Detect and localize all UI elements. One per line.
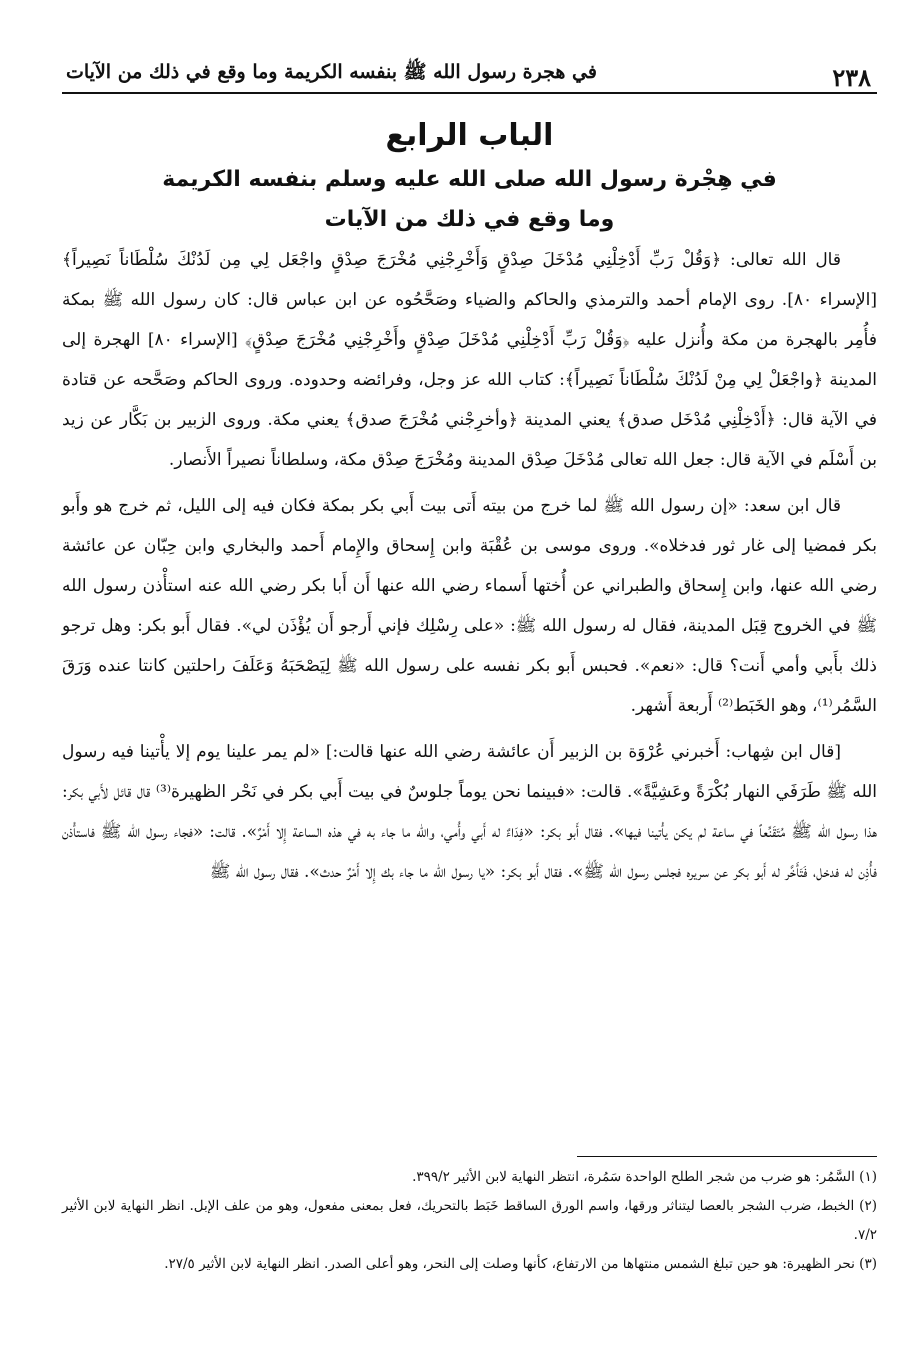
footnotes xyxy=(62,1156,877,1279)
chapter-heading xyxy=(62,112,877,240)
footnote-divider xyxy=(577,1156,877,1157)
paragraph-1: قال الله تعالى: ﴿وَقُلْ رَبِّ أَدْخِلْنِي مُدْخَلَ صِدْقٍ وَأَخْرِجْنِي مُخْرَجَ صِدْقٍ واجْعَل لِي مِن لَدُنْكَ سُلْطَاناً نَصِيراً﴾[الإسراء ٨٠]. روى الإمام أحمد والترمذي والحاكم والضياء وصَحَّحُوه عن ابن عباس قال: كان رسول الله ﷺ بمكة فأُمِر بالهجرة من مكة وأُنزل عليه ﴿وَقُلْ رَبِّ أَدْخِلْنِي مُدْخَلَ صِدْقٍ وأَخْرِجْنِي مُخْرَجَ صِدْقٍ﴾ [الإسراء ٨٠] الهجرة إلى المدينة ﴿واجْعَلْ لِي مِنْ لَدُنْكَ سُلْطَاناً نَصِيراً﴾: كتاب الله عز وجل، وفرائضه وحدوده. وروى الحاكم وصَحَّحه عن قتادة في الآية قال: ﴿أَدْخِلْنِي مُدْخَل صدق﴾ يعني المدينة ﴿وأخرِجْني مُخْرَجَ صدق﴾ يعني مكة. وروى الزبير بن بَكَّار عن زيد بن أَسْلَم في الآية قال: جعل الله تعالى مُدْخَلَ صِدْق المدينة ومُخْرَجَ صِدْق مكة، وسلطاناً نصيراً الأَنصار. xyxy=(62,250,877,470)
page-header xyxy=(62,48,877,94)
running-title: في هجرة رسول الله ﷺ بنفسه الكريمة وما وقع في ذلك من الآيات xyxy=(66,61,597,83)
paragraph-3: [قال ابن شِهاب: أَخبرني عُرْوَة بن الزبير أَن عائشة رضي الله عنها قالت:] «لم يمر علينا يوم إلا يأْتينا فيه رسول الله ﷺ طَرَفَي النهار بُكْرَةً وعَشِيَّةً». قالت: «فبينما نحن يوماً جلوسٌ في بيت أَبي بكر في نَحْر الظهيرة⁽³⁾ قال قائل لأَبي بكر: هذا رسول الله ﷺ مُتَقَنِّعاً في ساعة لم يكن يأْتينا فيها». فقال أَبو بكر: «فِدَاءٌ له أَبي وأُمي، والله ما جاء به في هذه الساعة إِلا أَمْرٌ». قالت: «فجاء رسول الله ﷺ فاستأْذن فأُذِن له فدخل، فَتَأَخَّر له أَبو بكر عن سريره فجلس رسول الله ﷺ». فقال أَبو بكر: «يا رسول الله ما جاء بك إِلا أَمْرٌ حدث». فقال رسول الله ﷺ xyxy=(62,742,878,882)
footnote-3: (٣) نحر الظهيرة: هو حين تبلغ الشمس منتهاها من الارتفاع، كأنها وصلت إلى النحر، وهو أعلى الصدر. انظر النهاية لابن الأثير ٢٧/٥. xyxy=(164,1256,877,1272)
paragraph-2: قال ابن سعد: «إن رسول الله ﷺ لما خرج من بيته أَتى بيت أَبي بكر بمكة فكان فيه إلى الليل، ثم خرج هو وأَبو بكر فمضيا إلى غار ثور فدخلاه». وروى موسى بن عُقْبَة وابن إِسحاق والإِمام أَحمد والبخاري وابن حِبّان عن عائشة رضي الله عنها، وابن إِسحاق والطبراني عن أُختها أَسماء رضي الله عنها أَن أَبا بكر رضي الله عنه استأْذن رسول الله ﷺ في الخروج قِبَل المدينة، فقال له رسول الله ﷺ: «على رِسْلِك فإني أَرجو أَن يُؤْذَن لي». فقال أَبو بكر: وهل ترجو ذلك بأَبي وأمي أَنت؟ قال: «نعم». فحبس أَبو بكر نفسه على رسول الله ﷺ لِيَصْحَبَهُ وَعَلَفَ راحلتين كانتا عنده وَرَقَ السَّمُر⁽¹⁾، وهو الخَبَط⁽²⁾ أَربعة أَشهر. xyxy=(62,496,877,716)
chapter-subtitle-line-2: وما وقع في ذلك من الآيات xyxy=(324,207,615,232)
book-page xyxy=(62,48,877,1348)
footnote-1: (١) السَّمُر: هو ضرب من شجر الطلح الواحدة سَمُرة، انتظر النهاية لابن الأثير ٣٩٩/٢. xyxy=(412,1169,877,1185)
page-number: ٢٣٨ xyxy=(832,63,871,92)
chapter-subtitle-line-1: في هِجْرة رسول الله صلى الله عليه وسلم بنفسه الكريمة xyxy=(162,167,777,192)
chapter-title: الباب الرابع xyxy=(385,118,554,153)
body-text xyxy=(62,240,877,892)
footnote-2: (٢) الخبط، ضرب الشجر بالعصا ليتناثر ورقها، واسم الورق الساقط خَبَط بالتحريك، فعل بمعنى مفعول، وهو من علف الإبل. انظر النهاية لابن الأثير ٧/٢. xyxy=(62,1198,877,1243)
